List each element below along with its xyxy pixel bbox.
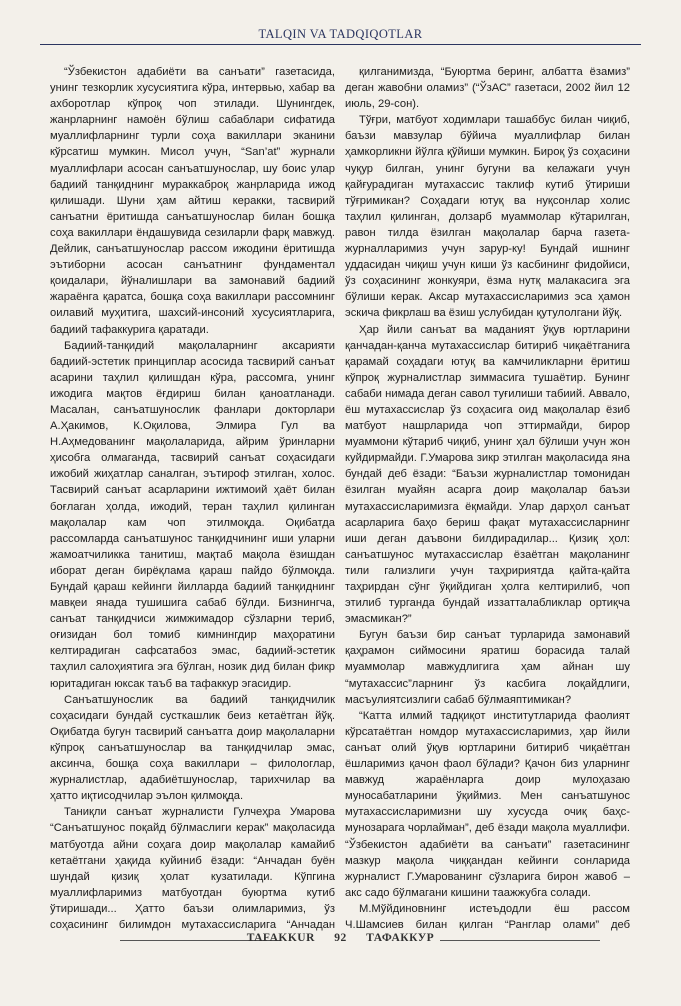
page-header (0, 0, 681, 50)
footer-journal-latin: TAFAKKUR (246, 932, 315, 944)
paragraph: М.Мўйдиновнинг истеъдодли ёш рассом Ч.Шамсиев билан қилган “Ранглар олами” деб (345, 902, 630, 931)
paragraph: “Ўзбекистон адабиёти ва санъати” газетасида, унинг тезкорлик хусусиятига кўра, интервью, хабар ва ахборотлар кўпроқ чоп этилади. Шунингдек, жанрларнинг намоён бўлиш сабаблари сифатида муаллифларнинг турли соҳа вакиллари эканини кўрсатиш мумкин. Мисол учун, “San’at” журнали муаллифлари асосан санъатшунослар, шу боис улар бадиий танқиднинг мураккаброқ жанрларида ижод қилишади. Шуни ҳам айтиш керакки, тасвирий санъатни ёритишда санъатшунослар билан бошқа соҳа вакиллари ёндашувида сезиларли фарқ мавжуд. Дейлик, санъатшунослар рассом ижодини ёритишда эътиборни асосан санъатнинг фундаментал қоидалари, йўналишлари ва замонавий бадиий жараёнга қаратса, бошқа соҳа вакиллари рассомнинг оилавий муҳитига, шахсий-инсоний хусусиятларига, бадиий тафаккурига қаратади. (50, 66, 335, 336)
paragraph: Ҳар йили санъат ва маданият ўқув юртларини қанчадан-қанча мутахассислар битириб чиқаётганига қарамай соҳадаги ютуқ ва камчиликларни ёритиш кўпроқ журналистлар зиммасига тушаётир. Бунинг сабаби нимада деган савол туғилиши табиий. Аввало, ёш мутахассислар ўз соҳасига оид мақолалар ёзиб матбуот нашрларида чоп эттирмайди, бирор муаммони кўтариб чиқиб, унинг ҳал бўлиши учун жон куйдирмайди. Г.Умарова зикр этилган мақоласида яна бундай деб ёзади: “Баъзи журналистлар томонидан ёзилган муайян асарга доир мақолалар баъзи мутахассисларимизга ёқмайди. Улар дарҳол санъат асарларига баҳо бериш фақат мутахассисларнинг иши деган даъвони билдирадилар... Қизиқ ҳол: санъатшунос мутахассислар ёзаётган мақоланинг тили гализлиги учун таҳририятда қайта-қайта таҳрирдан сўнг ўқийдиган ҳолга келтирилиб, чоп этилиб турганда бундай иззатталабликлар ортиқча эмасмикан?” (345, 323, 630, 626)
page-footer (0, 930, 681, 950)
paragraph: қилганимизда, “Буюртма беринг, албатта ёзамиз” деган жавобни оламиз” (“ЎзАС” газетаси, 2002 йил 12 июль, 29-сон). (345, 66, 630, 111)
paragraph: Бугун баъзи бир санъат турларида замонавий қаҳрамон сиймосини яратиш борасида талай муаммолар мавжудлигига ҳам айнан шу “мутахассис”ларнинг ўз касбига лоқайдлиги, масъулиятсизлиги сабаб бўлмаяптимикан? (345, 629, 630, 706)
running-header-title: TALQIN VA TADQIQOTLAR (258, 27, 423, 41)
left-text-column (50, 64, 335, 934)
paragraph: Бадиий-танқидий мақолаларнинг аксарияти бадиий-эстетик принциплар асосида тасвирий санъат асарини таҳлил қилишдан кўра, рассомга, унинг ижодига мақтов ёғдириш билан қаноатланади. Масалан, санъатшунослик фанлари докторлари А.Ҳакимов, К.Оқилова, Элмира Гул ва Н.Аҳмедованинг мақолаларида, айрим ўринларни ҳисобга олмаганда, тасвирий санъат соҳасидаги ижобий жиҳатлар саналган, эътироф этилган, холос. Тасвирий санъат асарларини ижтимоий ҳаёт билан боғлаган ҳолда, ижодий, теран таҳлил қилинган мақолалар кам чоп этилмоқда. Оқибатда рассомларда санъатшунос танқидчининг иши уларни жамоатчиликка танитиш, мақтаб мақола ёзишдан иборат деган бирёқлама қараш пайдо бўлмоқда. Бундай қараш кейинги йилларда бадиий танқиднинг мавқеи янада тушишига сабаб бўлди. Бизнингча, санъат танқидчиси жимжимадор сўзларни териб, оғизидан бол томиб кимнингдир маҳоратини келтирадиган сафсатабоз эмас, бадиий-эстетик таҳлил салоҳиятига эга бўлган, нозик дид билан фикр юритадиган юксак таъб ва тафаккур эгасидир. (50, 339, 335, 690)
footer-text (0, 932, 681, 944)
paragraph: Тўғри, матбуот ходимлари ташаббус билан чиқиб, баъзи мавзулар бўйича муаллифлар билан ҳамкорликни йўлга қўйиши мумкин. Бироқ ўз соҳасини чуқур билган, унинг бугуни ва келажаги учун қайғурадиган мутахассис таклиф кутиб ўтириши тўғримикан? Соҳадаги ютуқ ва нуқсонлар холис таҳлил қилинган, долзарб муаммолар кўтарилган, равон тилда ёзилган мақолалар барча газета-журналларимиз учун зарур-ку! Бундай ишнинг уддасидан чиқиш учун киши ўз касбининг фидойиси, ўз соҳасининг жонкуяри, ёзма нутқ малакасига эга бўлиши керак. Аксар мутахассисларимиз эса ҳамон эскича фикрлаш ва ёзиш услубидан қутулолгани йўқ. (345, 114, 630, 320)
footer-journal-cyrillic: ТАФАККУР (366, 932, 435, 944)
right-text-column (345, 64, 630, 934)
paragraph: Санъатшунослик ва бадиий танқидчилик соҳасидаги бундай сусткашлик беиз кетаётган йўқ. Оқибатда бугун тасвирий санъатга доир мақолаларни кўпроқ санъатшунослар ва танқидчилар эмас, аксинча, бошқа соҳа вакиллари – филологлар, журналистлар, адабиётшунослар, тарихчилар ва ҳатто иқтисодчилар эълон қилмоқда. (50, 693, 335, 803)
page-number: 92 (334, 932, 347, 944)
header-rule (40, 44, 641, 45)
paragraph: “Катта илмий тадқиқот институтларида фаолият кўрсатаётган номдор мутахассисларимиз, ҳар йили санъат олий ўқув юртларини битириб чиқаётган ёшларимиз қачон фаол бўлади? Қачон биз уларнинг мавжуд жараёнларга доир мулоҳазаю муносабатларини ўқиймиз. Мен санъатшунос мутахассисларимизни шу хусусда очиқ баҳс-мунозарага чорлайман”, деб ёзади мақола муаллифи. “Ўзбекистон адабиёти ва санъати” газетасининг мазкур мақола чиққандан кейинги сонларида журналист Г.Умарованинг сўзларига бирон жавоб – акс садо бўлмагани кишини таажжубга солади. (345, 709, 630, 899)
paragraph: Таниқли санъат журналисти Гулчеҳра Умарова “Санъатшунос поқайд бўлмаслиги керак” мақоласида матбуотда айни соҳага доир мақолалар камайиб кетаётгани ҳақида куйиниб ёзади: “Анчадан буён шундай қизиқ ҳолат кузатилади. Кўпгина муаллифларимиз матбуотдан буюртма кутиб ўтиришади... Ҳатто баъзи олимларимиз, ўз соҳасининг билимдон мутахассисларига “Анчадан (50, 806, 335, 931)
